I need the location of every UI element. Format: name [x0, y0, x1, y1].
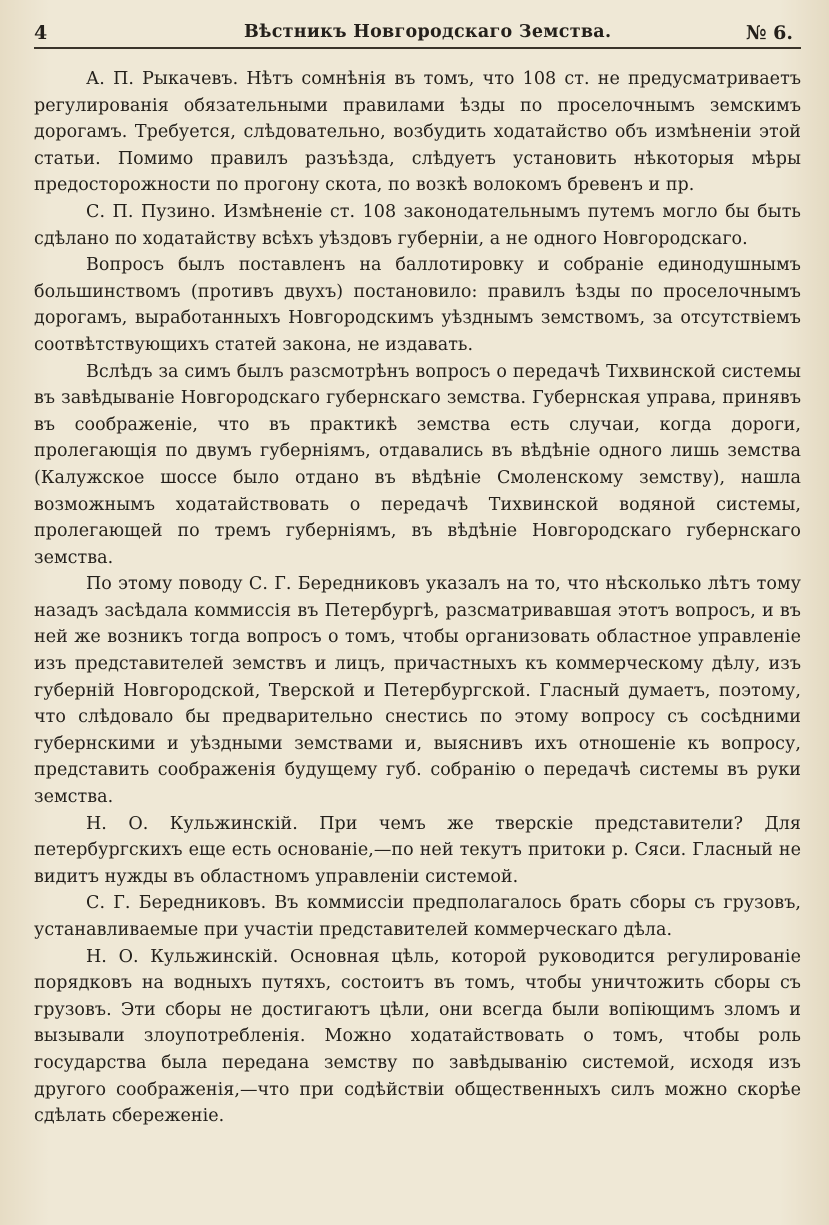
page-number: 4 — [34, 22, 48, 44]
paragraph-puzino: С. П. Пузино. Измѣненіе ст. 108 законодательнымъ путемъ могло бы быть сдѣлано по ходатайству всѣхъ уѣздовъ губерніи, а не одного Новгородскаго. — [34, 201, 801, 249]
header-divider — [34, 47, 801, 49]
paragraph-vote-resolution: Вопросъ былъ поставленъ на баллотировку и собраніе единодушнымъ большинствомъ (противъ двухъ) постановило: правилъ ѣзды по проселочнымъ дорогамъ, выработанныхъ Новгородскимъ уѣзднымъ земствомъ, за отсутствіемъ соотвѣтствующихъ статей закона, не издавать. — [34, 255, 801, 355]
page-header — [34, 16, 799, 50]
issue-number: № 6. — [745, 22, 793, 44]
paragraph-berednikov-1: По этому поводу С. Г. Бередниковъ указалъ на то, что нѣсколько лѣтъ тому назадъ засѣдала коммиссія въ Петербургѣ, разсматривавшая этотъ вопросъ, и въ ней же возникъ тогда вопросъ о томъ, чтобы организовать областное управленіе изъ представителей земствъ и лицъ, причастныхъ къ коммерческому дѣлу, изъ губерній Новгородской, Тверской и Петербургской. Гласный думаетъ, поэтому, что слѣдовало бы предварительно снестись по этому вопросу съ сосѣдними губернскими и уѣздными земствами и, выяснивъ ихъ отношеніе къ вопросу, представить соображенія будущему губ. собранію о передачѣ системы въ руки земства. — [34, 574, 801, 808]
article-body — [34, 66, 801, 1130]
journal-title: Вѣстникъ Новгородскаго Земства. — [244, 22, 612, 42]
paragraph-rykachev: А. П. Рыкачевъ. Нѣтъ сомнѣнія въ томъ, что 108 ст. не предусматриваетъ регулированія обязательными правилами ѣзды по проселочнымъ земскимъ дорогамъ. Требуется, слѣдовательно, возбудить ходатайство объ измѣненіи этой статьи. Помимо правилъ разъѣзда, слѣдуетъ установить нѣкоторыя мѣры предосторожности по прогону скота, по возкѣ волокомъ бревенъ и пр. — [34, 69, 801, 196]
paragraph-berednikov-2: С. Г. Бередниковъ. Въ коммиссіи предполагалось брать сборы съ грузовъ, устанавливаемые при участіи представителей коммерческаго дѣла. — [34, 893, 801, 940]
paragraph-kulzhinsky-2: Н. О. Кульжинскій. Основная цѣль, которой руководится регулированіе порядковъ на водныхъ путяхъ, состоитъ въ томъ, чтобы уничтожить сборы съ грузовъ. Эти сборы не достигаютъ цѣли, они всегда были вопіющимъ зломъ и вызывали злоупотребленія. Можно ходатайствовать о томъ, чтобы роль государства была передана земству по завѣдыванію системой, исходя изъ другого соображенія,—что при содѣйствіи общественныхъ силъ можно скорѣе сдѣлать сбереженіе. — [34, 946, 801, 1127]
paragraph-kulzhinsky-1: Н. О. Кульжинскій. При чемъ же тверскіе представители? Для петербургскихъ еще есть основаніе,—по ней текутъ притоки р. Сяси. Гласный не видитъ нужды въ областномъ управленіи системой. — [34, 813, 801, 887]
paragraph-tikhvin-system: Вслѣдъ за симъ былъ разсмотрѣнъ вопросъ о передачѣ Тихвинской системы въ завѣдываніе Новгородскаго губернскаго земства. Губернская управа, принявъ въ соображеніе, что въ практикѣ земства есть случаи, когда дороги, пролегающія по двумъ губерніямъ, отдавались въ вѣдѣніе одного лишь земства (Калужское шоссе было отдано въ вѣдѣніе Смоленскому земству), нашла возможнымъ ходатайствовать о передачѣ Тихвинской водяной системы, пролегающей по тремъ губерніямъ, въ вѣдѣніе Новгородскаго губернскаго земства. — [34, 361, 801, 568]
